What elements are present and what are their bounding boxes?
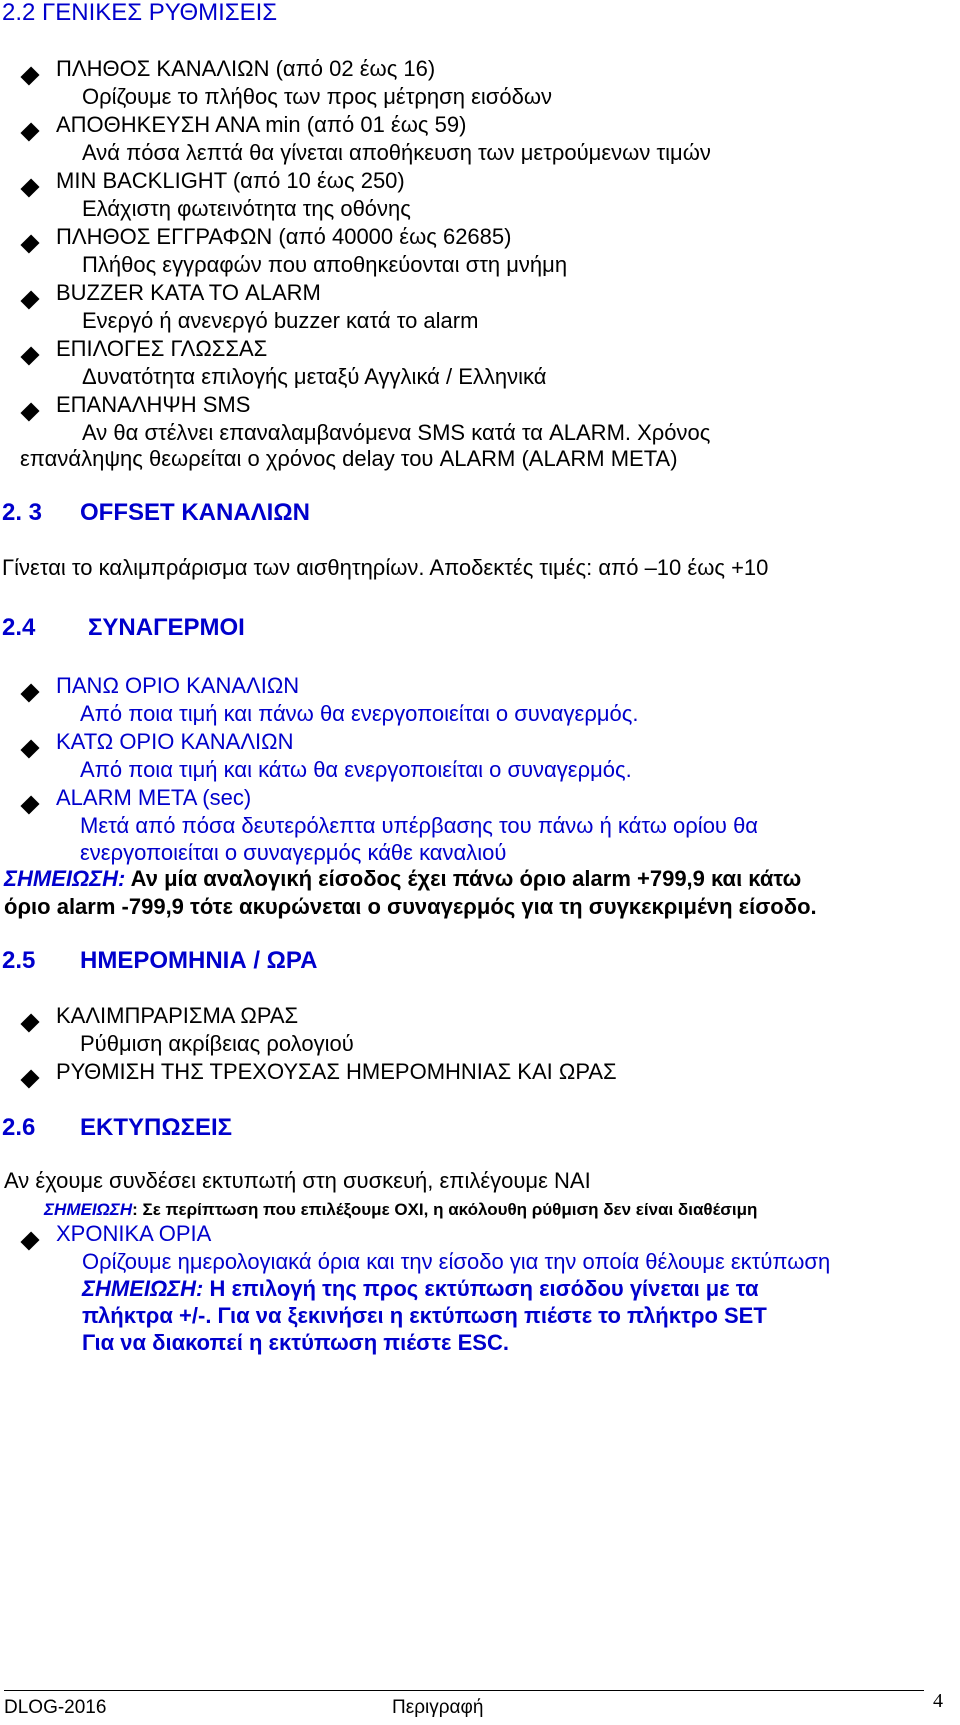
list-item-description: Μετά από πόσα δευτερόλεπτα υπέρβασης του πάνω ή κάτω ορίου θα — [80, 813, 759, 838]
list-item-label: ΕΠΙΛΟΓΕΣ ΓΛΩΣΣΑΣ — [56, 336, 268, 361]
list-item-description: Ρύθμιση ακρίβειας ρολογιού — [80, 1031, 354, 1056]
list-item-description: Ελάχιστη φωτεινότητα της οθόνης — [82, 196, 411, 221]
page-number: 4 — [933, 1690, 943, 1712]
list-item-label: ΠΑΝΩ ΟΡΙΟ ΚΑΝΑΛΙΩΝ — [56, 673, 300, 698]
list-item-description: Δυνατότητα επιλογής μεταξύ Αγγλικά / Ελληνικά — [82, 364, 547, 389]
note-label: ΣΗΜΕΙΩΣΗ: — [4, 866, 126, 891]
diamond-bullet-icon — [20, 346, 39, 365]
section-2-5-number: 2.5 — [2, 947, 36, 974]
section-2-2-title: 2.2 ΓΕΝΙΚΕΣ ΡΥΘΜΙΣΕΙΣ — [2, 0, 278, 26]
list-item-label: ΡΥΘΜΙΣΗ ΤΗΣ ΤΡΕΧΟΥΣΑΣ ΗΜΕΡΟΜΗΝΙΑΣ ΚΑΙ ΩΡΑΣ — [56, 1059, 617, 1084]
note-line — [4, 866, 801, 892]
section-2-6-text: Αν έχουμε συνδέσει εκτυπωτή στη συσκευή, επιλέγουμε ΝΑΙ — [4, 1168, 591, 1193]
section-2-4-title: ΣΥΝΑΓΕΡΜΟΙ — [88, 614, 245, 641]
section-2-6-number: 2.6 — [2, 1114, 36, 1141]
diamond-bullet-icon — [20, 234, 39, 253]
diamond-bullet-icon — [20, 1069, 39, 1088]
list-item-description: Ορίζουμε ημερολογιακά όρια και την είσοδο για την οποία θέλουμε εκτύπωση — [82, 1249, 831, 1274]
diamond-bullet-icon — [20, 795, 39, 814]
small-note-label: ΣΗΜΕΙΩΣΗ — [44, 1200, 133, 1219]
diamond-bullet-icon — [20, 66, 39, 85]
footer-left: DLOG-2016 — [4, 1697, 107, 1718]
list-item-label: ΕΠΑΝΑΛΗΨΗ SMS — [56, 392, 251, 417]
list-item-label: ΚΑΤΩ ΟΡΙΟ ΚΑΝΑΛΙΩΝ — [56, 729, 294, 754]
list-item-label: ALARM META (sec) — [56, 785, 252, 810]
section-2-4-number: 2.4 — [2, 614, 36, 641]
section-2-3-title: OFFSET ΚΑΝΑΛΙΩΝ — [80, 499, 310, 526]
list-item-description: Από ποια τιμή και κάτω θα ενεργοποιείται ο συναγερμός. — [80, 757, 632, 782]
section-2-5-title: ΗΜΕΡΟΜΗΝΙΑ / ΩΡΑ — [80, 947, 318, 974]
list-item-label: ΚΑΛΙΜΠΡΑΡΙΣΜΑ ΩΡΑΣ — [56, 1003, 299, 1028]
list-item-label: BUZZER ΚΑΤΑ ΤΟ ALARM — [56, 280, 321, 305]
note-text-continued: Για να διακοπεί η εκτύπωση πιέστε ESC. — [82, 1330, 509, 1355]
diamond-bullet-icon — [20, 739, 39, 758]
list-item-description: Ενεργό ή ανενεργό buzzer κατά το alarm — [82, 308, 479, 333]
diamond-bullet-icon — [20, 178, 39, 197]
list-item-description: Ορίζουμε το πλήθος των προς μέτρηση εισόδων — [82, 84, 553, 109]
note-text: Η επιλογή της προς εκτύπωση εισόδου γίνεται με τα — [203, 1276, 759, 1301]
list-item-description: Αν θα στέλνει επαναλαμβανόμενα SMS κατά τα ALARM. Χρόνος — [82, 420, 711, 445]
list-item-description: Ανά πόσα λεπτά θα γίνεται αποθήκευση των μετρούμενων τιμών — [82, 140, 711, 165]
list-item-description-continued: ενεργοποιείται ο συναγερμός κάθε καναλιού — [80, 840, 507, 865]
list-item-label: MIN BACKLIGHT (από 10 έως 250) — [56, 168, 405, 193]
list-item-description: Από ποια τιμή και πάνω θα ενεργοποιείται ο συναγερμός. — [80, 701, 639, 726]
note-text-continued: πλήκτρα +/-. Για να ξεκινήσει η εκτύπωση πιέστε το πλήκτρο SET — [82, 1303, 767, 1328]
list-item-description: Πλήθος εγγραφών που αποθηκεύονται στη μνήμη — [82, 252, 568, 277]
section-2-6-title: ΕΚΤΥΠΩΣΕΙΣ — [80, 1114, 233, 1141]
diamond-bullet-icon — [20, 683, 39, 702]
footer-center: Περιγραφή — [392, 1697, 484, 1718]
diamond-bullet-icon — [20, 290, 39, 309]
footer-divider — [4, 1690, 924, 1691]
note-label: ΣΗΜΕΙΩΣΗ: — [82, 1276, 204, 1301]
note-line — [82, 1276, 759, 1302]
list-item-description-continued: επανάληψης θεωρείται ο χρόνος delay του ALARM (ALARM META) — [20, 446, 678, 471]
diamond-bullet-icon — [20, 122, 39, 141]
small-note-line — [44, 1197, 757, 1223]
list-item-label: ΧΡΟΝΙΚΑ ΟΡΙΑ — [56, 1221, 212, 1246]
diamond-bullet-icon — [20, 1013, 39, 1032]
note-text-continued: όριο alarm -799,9 τότε ακυρώνεται ο συναγερμός για τη συγκεκριμένη είσοδο. — [4, 894, 817, 919]
list-item-label: ΑΠΟΘΗΚΕΥΣΗ ΑΝΑ min (από 01 έως 59) — [56, 112, 467, 137]
diamond-bullet-icon — [20, 1231, 39, 1250]
list-item-label: ΠΛΗΘΟΣ ΕΓΓΡΑΦΩΝ (από 40000 έως 62685) — [56, 224, 512, 249]
section-2-3-number: 2. 3 — [2, 499, 43, 526]
diamond-bullet-icon — [20, 402, 39, 421]
section-2-3-text: Γίνεται το καλιμπράρισμα των αισθητηρίων. Αποδεκτές τιμές: από –10 έως +10 — [2, 555, 769, 580]
note-text: Αν μία αναλογική είσοδος έχει πάνω όριο alarm +799,9 και κάτω — [125, 866, 802, 891]
list-item-label: ΠΛΗΘΟΣ ΚΑΝΑΛΙΩΝ (από 02 έως 16) — [56, 56, 436, 81]
small-note-text: : Σε περίπτωση που επιλέξουμε ΟΧΙ, η ακόλουθη ρύθμιση δεν είναι διαθέσιμη — [132, 1200, 758, 1219]
